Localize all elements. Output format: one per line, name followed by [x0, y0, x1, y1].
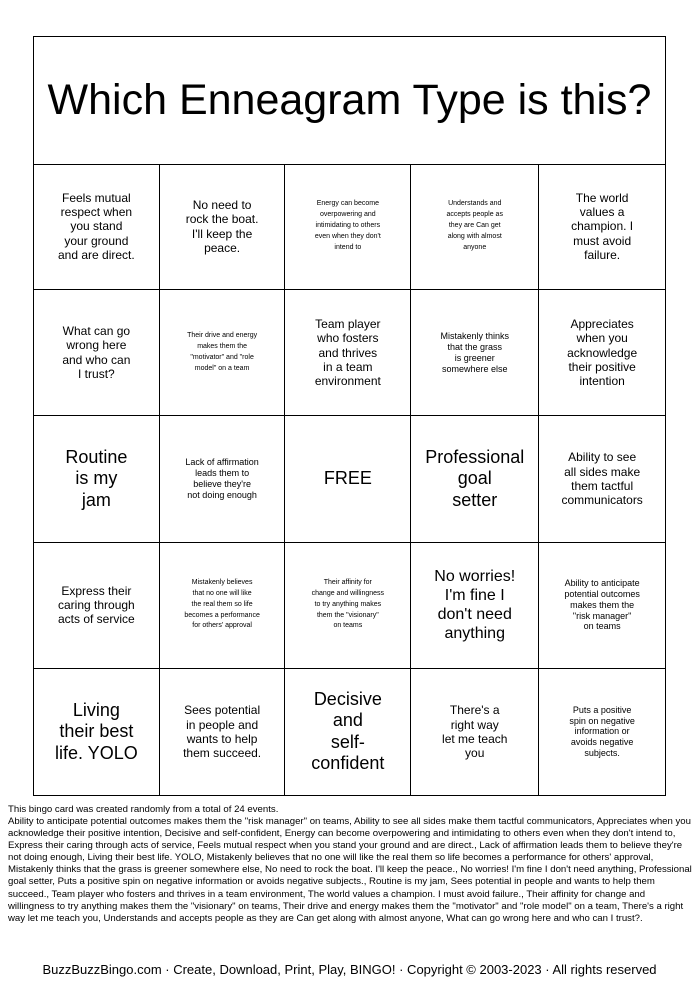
bingo-cell: No worries! I'm fine I don't need anything — [411, 543, 539, 669]
bingo-cell: Energy can become overpowering and intimidating to others even when they don't intend to — [285, 164, 411, 290]
bingo-cell: Mistakenly thinks that the grass is greener somewhere else — [411, 290, 539, 416]
events-description: This bingo card was created randomly from a total of 24 events. Ability to anticipate potential outcomes makes them the "risk manager" on teams, Ability to see all sides make them tactful communicators, Appreciates when you acknowledge their positive intention, Decisive and self-confident, Energy can become overpowering and intimidating to others even when they don't intend to, Express their caring through acts of service, Feels mutual respect when you stand your ground and are direct., Lack of affirmation leads them to believe they're not doing enough, Living their best life. YOLO, Mistakenly believes that no one will like the real them so life becomes a performance for others' approval, Mistakenly thinks that the grass is greener somewhere else, No need to rock the boat. I'll keep the peace., No worries! I'm fine I don't need anything, Professional goal setter, Puts a positive spin on negative information or avoids negative subjects., Routine is my jam, Sees potential in people and wants to help them succeed., Team player who fosters and thrives in a team environment, The world values a champion. I must avoid failure., Their affinity for change and willingness to try anything makes them the "visionary" on teams, Their drive and energy makes them the "motivator" and "role model" on a team, There's a right way let me teach you, Understands and accepts people as they are Can get along with almost anyone, What can go wrong here and who can I trust?. — [8, 804, 692, 924]
bingo-card — [33, 36, 666, 796]
bingo-cell: Decisive and self-confident — [285, 669, 411, 795]
bingo-cell: Feels mutual respect when you stand your ground and are direct. — [34, 164, 160, 290]
bingo-cell: Living their best life. YOLO — [34, 669, 160, 795]
card-title: Which Enneagram Type is this? — [34, 37, 665, 165]
bingo-cell: What can go wrong here and who can I trust? — [34, 290, 160, 416]
bingo-cell: Lack of affirmation leads them to believe they're not doing enough — [160, 416, 286, 542]
site-footer: BuzzBuzzBingo.com · Create, Download, Print, Play, BINGO! · Copyright © 2003-2023 · All rights reserved — [42, 962, 657, 977]
bingo-cell: Ability to anticipate potential outcomes makes them the "risk manager" on teams — [539, 543, 665, 669]
bingo-cell: Understands and accepts people as they are Can get along with almost anyone — [411, 164, 539, 290]
bingo-cell: Routine is my jam — [34, 416, 160, 542]
bingo-grid — [34, 164, 665, 795]
bingo-cell: Ability to see all sides make them tactful communicators — [539, 416, 665, 542]
bingo-cell: Express their caring through acts of service — [34, 543, 160, 669]
bingo-cell: There's a right way let me teach you — [411, 669, 539, 795]
bingo-cell: No need to rock the boat. I'll keep the peace. — [160, 164, 286, 290]
bingo-cell: Mistakenly believes that no one will like the real them so life becomes a performance for others' approval — [160, 543, 286, 669]
bingo-cell: Professional goal setter — [411, 416, 539, 542]
bingo-cell: Appreciates when you acknowledge their positive intention — [539, 290, 665, 416]
bingo-cell: Team player who fosters and thrives in a team environment — [285, 290, 411, 416]
bingo-cell: The world values a champion. I must avoid failure. — [539, 164, 665, 290]
bingo-cell: Their drive and energy makes them the "motivator" and "role model" on a team — [160, 290, 286, 416]
bingo-cell: Their affinity for change and willingness to try anything makes them the "visionary" on teams — [285, 543, 411, 669]
bingo-cell: Puts a positive spin on negative information or avoids negative subjects. — [569, 704, 635, 759]
free-space: FREE — [285, 416, 411, 542]
bingo-cell: Sees potential in people and wants to help them succeed. — [160, 669, 286, 795]
